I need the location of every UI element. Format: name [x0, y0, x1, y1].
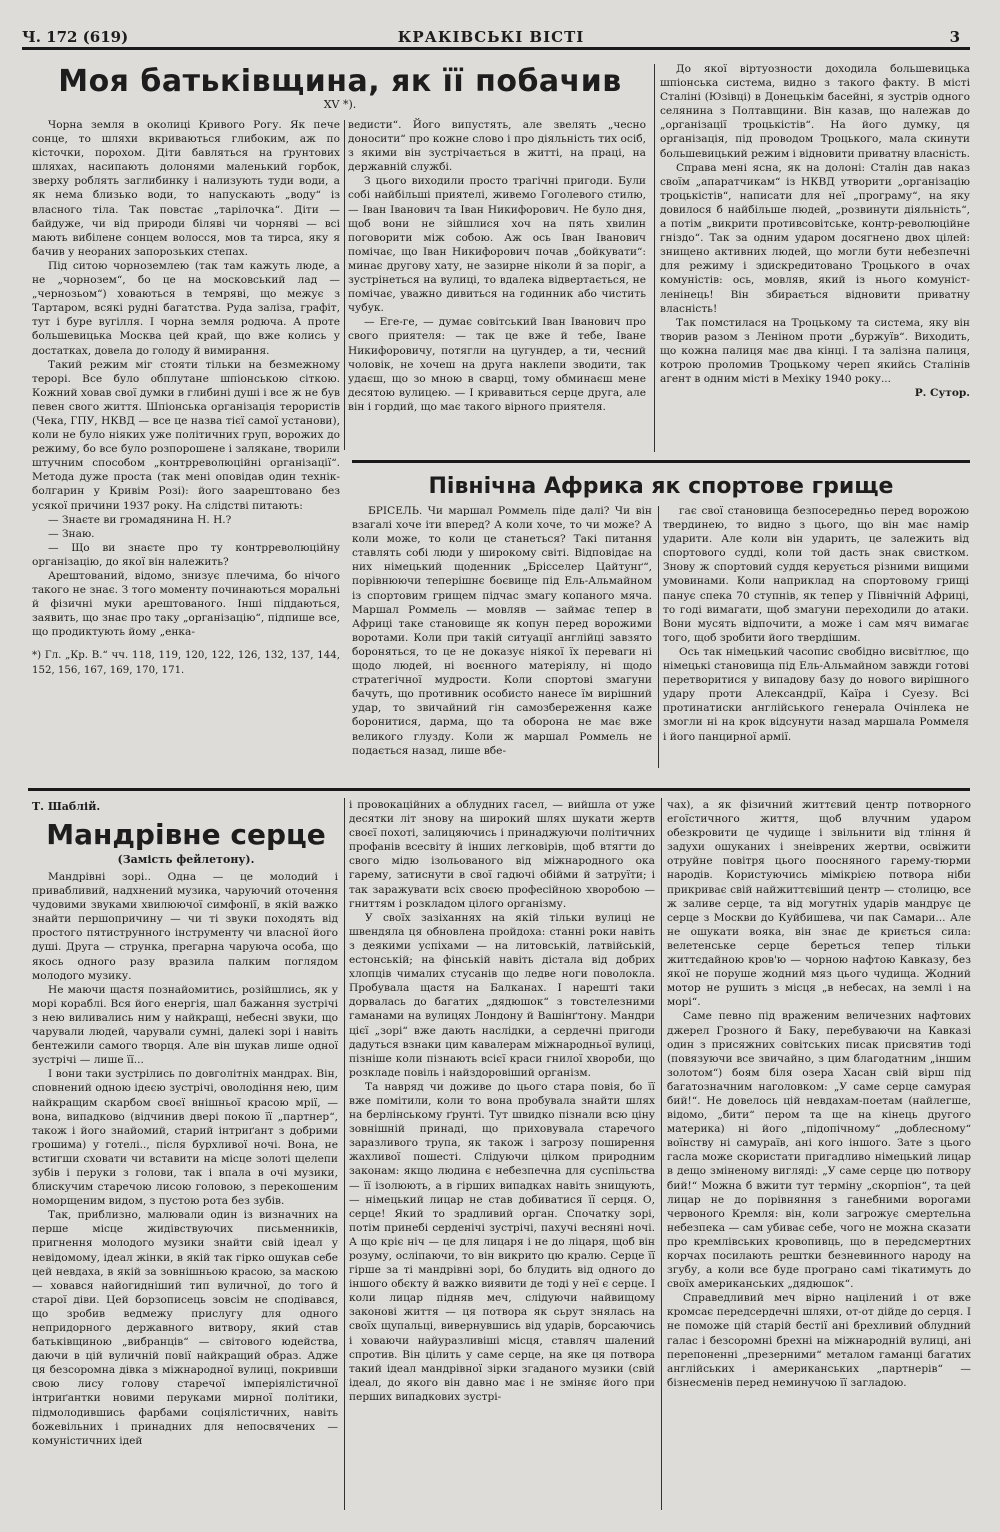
paragraph: Не маючи щастя познайомитись, розійшлись, як у морі кораблі. Вся його енергія, шал бажання зустрічі з нею виливались ним у найкращі, небесні звуки, що чарували людей, чарували сумні, далекі зорі і навіть бентежили самого творця. Але він шукав лише одної зустрічі — лише її...: [32, 983, 338, 1067]
newspaper-title: КРАКІВСЬКІ ВІСТІ: [397, 28, 585, 46]
paragraph: гає свої становища безпосередньо перед ворожою твердинею, то видно з цього, що він має намір ударити. Але коли він ударить, це залежить від спортового судді, коли той дасть знак свистком. Знову ж спортовий суддя керується різними вищими умовинами. Коли наприклад на спортовому грищі панує спека 70 ступнів, як тепер у Північній Африці, то годі вимагати, щоб змагуни переходили до атаки. Вони мусять відпочити, а може і сам мяч вимагає того, щоб зробити його твердішим.: [663, 505, 969, 644]
article2-column-right: [663, 504, 969, 772]
article1-title: Моя батьківщина, як її побачив: [58, 64, 622, 99]
article1-column-1: [32, 118, 340, 770]
paragraph: Під ситою чорноземлею (так там кажуть люде, а не „чорнозем“, бо це на московський лад — „чернозьом“) ховаються в темряві, що межує з Тартаром, всякі рудні багатства. Руда заліза, графіт, тут і буре вугілля. І чорна земля родюча. А проте большевицька Москва цей край, що вже колись у достатках, довела до голоду й вимирання.: [32, 259, 340, 357]
article2-column-left: [352, 504, 652, 772]
article1-footnote: *) Гл. „Кр. В.“ чч. 118, 119, 120, 122, 126, 132, 137, 144, 152, 156, 167, 169, 170, 171.: [32, 650, 340, 676]
header-rule: [22, 47, 970, 50]
paragraph: чах), а як фізичний життєвий центр потворного егоїстичного життя, щоб влучним ударом обезкровити це чудище і звільнити від тління й задухи ошуканих і знеіврених жертви, освіжити отруйне повітря цього поосняного гарему-тюрми народів. Користуючись мімікрією потвора ніби прикриває свій найжиттєвіший центр — столицю, все ж заливе серце, та від могутніх ударів мандрує це серце з Москви до Куйбишева, чи пак Самари... Але не ошукати вояка, він знає де криється сила: велетенське серце береться тепер тільки життєдайною кров'ю — чорною нафтою Кавказу, без якої не поруше жодний мяз цього чудища. Жодний мотор не рушить з місця „в небесах, на землі і на морі“.: [667, 799, 971, 1009]
article3-column-1: [32, 870, 338, 1510]
paragraph: Мандрівні зорі.. Одна — це молодий і привабливий, надхнений музика, чаруючий оточення чудовими звуками хвилюючої симфонії, в якій важко знайти першопричину — чи ті звуки походять від простого пятиструнного інструменту чи власної його душі. Друга — струнка, прегарна чаруюча особа, що якось одного разу вразила палким поглядом молодого музику.: [32, 871, 338, 982]
paragraph: Чорна земля в околиці Кривого Рогу. Як пече сонце, то шляхи вкриваються глибоким, аж по кісточки, порохом. Діти бавляться на ґрунтових шляхах, насипають долонями маленький горбок, зверху роблять заглибинку і нализують туди води, а як нема близько води, то напускають „воду“ із власного тіла. Так повстає „тарілочка“. Діти — байдуже, чи від природи біляві чи чорняві — всі мають вибілене сонцем волосся, мов та тирса, яку я бачив у неораних запорозьких степах.: [32, 119, 340, 258]
paragraph: Саме певно під враженим величезних нафтових джерел Грозного й Баку, перебуваючи на Кавказі один з присяжних совітських писак присвятив тоді (повязуючи все звичайно, з цим благодатним „іншим золотом“) боям біля озера Хасан свій вірш під багатозначним наголовком: „У саме серце самурая бий!“. Не довелось цій невдахам-поетам (найлегше, відомо, „бити“ пером та ще на кінець другого материка) ні його „підопічному“ „доблесному“ воїнству ні самураїв, ані кого іншого. Зате з цього гасла може скористати пригадливо німецький лицар в дещо зміненому вигляді: „У саме серце цю потвору бий!“ Можна б вжити тут терміну „скорпіон“, та цей лицар не до порівняння з ганебними ворогами червоного Кремля: він, коли загрожує смертельна небезпека — сам убиває себе, чого не можна сказати про кремлівських кровопивць, що в передсмертних корчах посилають рештки безневинного народу на згубу, а коли все буде програно самі тікатимуть до своїх американських „дядюшок“.: [667, 1010, 971, 1291]
article3-column-3: [667, 798, 971, 1510]
column-divider: [344, 120, 345, 450]
paragraph: І вони таки зустрілись по довголітніх мандрах. Він, сповнений одною ідеєю зустрічі, оволодіння нею, цим найкращим скарбом своєї внішньої красою мрії, — вона, випадково (відчинив двері покою її „партнер“, також і його знайомий, старий інтриґант з добрими грошима) у готелі.., після бурхливої ночі. Вона, не встигши сховати чи вставити на місце золоті щелепи зубів і перуки з голови, так і впала в очі музики, блискучим старечою лисою головою, з перекошеним номорщеним видом, з пустою рота без зубів.: [32, 1068, 338, 1208]
article1-part: XV *).: [323, 98, 357, 111]
column-divider: [658, 506, 659, 768]
paragraph: Ось так німецький часопис свобідно висвітлює, що німецькі становища під Ель-Альмайном завжди готові перетворитися у випадову базу до нового вирішного удару проти Александрії, Каїра і Суезу. Всі протинатиски англійського генерала Очінлека не змогли ні на крок відсунути назад маршала Роммеля і його панцирної армії.: [663, 645, 969, 743]
article1-column-2: [348, 118, 646, 452]
article2-top-rule: [352, 460, 970, 463]
column-divider: [344, 798, 345, 1510]
paragraph: — Еге-ге, — думає совітський Іван Іванович про свого приятеля: — так це вже й тебе, Іване Никифоровичу, потягли на цугундер, а ти, чесний чоловік, не хочеш на друга наклепи зводити, так удаєш, що зо мною в сварці, тому обминаєш мене десятою вулицею. — І кривавиться серце друга, але він і гордий, що має такого вірного приятеля.: [348, 316, 646, 413]
article3-title: Мандрівне серце: [46, 818, 326, 851]
article3-author: Т. Шаблій.: [32, 800, 101, 813]
paragraph: — Знаю.: [48, 527, 95, 540]
paragraph: У своїх зазіханнях на якій тільки вулиці не швендяла ця обновлена пройдоха: станні роки навіть з деякими успіхами — на литовській, латвійській, естонській; на фінській навіть дістала від добрих хлопців чималих стусанів що ледве ноги поволокла. Пробувала щастя на Балканах. І нарешті таки дорвалась до багатих „дядюшок“ з товстелезними гаманами на вулицях Лондону й Вашінґтону. Мандри цієї „зорі“ вже дають наслідки, а сердечні пригоди дадуться взнаки цим кавалерам міжнародньої вулиці, пізніше коли пізнають всієї краси гнилої хвороби, що розкладе повіль і найздоровіший організм.: [349, 911, 655, 1079]
paragraph: Арештований, відомо, знизує плечима, бо нічого такого не знає. З того моменту починаються моральні й фізичні муки арештованого. Інші піддаються, заявить, що знає про таку „організацію“, підпише все, що продиктують йому „енка-: [32, 570, 340, 639]
article1-column-3: [660, 62, 970, 454]
paragraph: Та навряд чи доживе до цього стара повія, бо її вже помітили, коли то вона пробувала знайти шлях на берлінському ґрунті. Тут швидко пізнали всю ціну зовнішній принаді, що приховувала старечого заразливого трупа, як також і загрозу поширення жахливої пошесті. Слідуючи цілком природним законам: якщо людина є небезпечна для суспільства — її ізолюють, а в гірших випадках навіть знищують, — німецький лицар не став добиватися її серця. О, серце! Який то зрадливий орган. Спочатку зорі, потім принебі серденічі зустрічі, пахучі весняні ночі. А що кріє ніч — це для лицаря і не до ліцаря, щоб він розуму, осліпаючи, то він викрито цю кралю. Серце її гірше за ті мандрівні зорі, бо блудить від одного до іншого обєкту й важко виявити де тоді у неї є серце. І коли лицар підняв меч, слідуючи найвищому законові життя — ця потвора як сьрут знялась на своїх щупальці, вивернувшись від ударів, борсаючись і ховаючи найуразливіші місця, ставляч шалений спротив. Він цілить у саме серце, на яке ця потвора такий ідеал мандрівної зірки згаданого музики (свій ідеал, до якого він давно має і не зміняє його при перших випадкових зустрі-: [349, 1080, 655, 1403]
paragraph: — Що ви знаєте про ту контрреволюційну організацію, до якої він належить?: [32, 541, 340, 568]
paragraph: і провокаційних а облудних гасел, — вийшла от уже десятки літ знову на широкий шлях шукати жертв своєї похоті, залицяючись і принаджуючи політичних профанів всесвіту й інших легковірів, щоб втягти до свого мідю ізольованого від міжнародного ока гарему, затиснути в свої гадючі обійми й затруїти; і так заражувати всіх своєю професійною хворобою — гниттям і розкладом цілого організму.: [349, 799, 655, 910]
article3-subtitle: (Замість фейлетону).: [117, 853, 255, 866]
paragraph: З цього виходили просто трагічні пригоди. Були собі найбільші приятелі, живемо Гоголевого стилю, — Іван Іванович та Іван Никифорович. Не було дня, щоб вони не зійшлися хоч на пять хвилин поговорити між собою. Аж ось Іван Іванович помічає, що Іван Никифорович почав „бойкувати“: минає другову хату, не зазирне ніколи й за поріг, а зустрінеться на вулиці, то вдалека відвертається, не помічає, уважно дивиться на годинник або чистить чубук.: [348, 175, 646, 315]
article2-title: Північна Африка як спортове грище: [428, 474, 894, 499]
paragraph: Так помстилася на Троцькому та система, яку він творив разом з Леніном проти „буржуїв“. Виходить, що кожна палиця має два кінці. І та залізна палиця, котрою проломив Троцькому череп якийсь Сталінів агент в одним місті в Мехіку 1940 року...: [660, 316, 970, 386]
paragraph: ведисти“. Його випустять, але звелять „чесно доносити“ про кожне слово і про діяльність тих осіб, з якими він зустрічається в житті, на праці, на державній службі.: [348, 119, 646, 174]
paragraph: Справа мені ясна, як на долоні: Сталін дав наказ своїм „апаратчикам“ із НКВД утворити „організацію троцькістів“, написати для неї „програму“, на яку довилося б найбільше людей, „розвинути діяльність“, а потім „викрити противсовітське, контр-революційне гніздо“. Так за одним ударом досягнено двох цілей: знищено активних людей, що могли бути небезпечні для режиму і здискредитовано Троцького в очах комуністів: ось, мовляв, який із нього комуніст-ленінець! Він збирається відновити приватну власність!: [660, 161, 970, 315]
column-divider: [654, 64, 655, 452]
paragraph: Справедливий меч вірно націлений і от вже кромсає передсердечні шляхи, от-от дійде до серця. І не поможе цій старій бестії ані брехливий облудний галас і безсоромні брехні на міжнародній вулиці, ані перепоненні „презерними“ металом гаманці багатих англійських і американських „партнерів“ — бізнесменів перед неминучою її загладою.: [667, 1292, 971, 1389]
paragraph: До якої віртуозности доходила большевицька шпіонська система, видно з такого факту. В місті Сталіні (Юзівці) в Донецькім басейні, я зустрів одного селянина з Полтавщини. Він казав, що належав до „організації троцькістів“. На його думку, ця організація, під проводом Троцького, мала скинути большевицький режим і відновити приватну власність.: [660, 63, 970, 160]
article3-top-rule: [28, 788, 970, 791]
page-number: 3: [949, 28, 960, 46]
paragraph: — Знаєте ви громадянина Н. Н.?: [48, 513, 232, 526]
article3-column-2: [349, 798, 655, 1510]
paragraph: БРІСЕЛЬ. Чи маршал Роммель піде далі? Чи він взагалі хоче іти вперед? А коли хоче, то чи може? А коли може, то коли це станеться? Такі питання ставлять собі люди у широкому світі. Відповідає на них німецький щоденник „Брісселер Цайтунґ“, порівнюючи теперішнє боєвище під Ель-Альмайном із спортовим грищем підчас змагу копаного мяча. Маршал Роммель — мовляв — займає тепер в Африці таке становище як копун перед ворожими воротами. Коли при такій ситуації англійці завзято бороняться, то це не доказує ніякої їх переваги ні щодо людей, ні воєнного матеріялу, ні щодо стратегічної мудрости. Коли спортові змагуни бачуть, що противник особисто нанесе їм вирішний удар, то звичайний гін самозбереження каже боронитися, дарма, що та оборона не має вже великого глузду. Коли ж маршал Роммель не подається назад, лише вбе-: [352, 505, 652, 757]
issue-number: Ч. 172 (619): [22, 28, 129, 46]
paragraph: Такий режим міг стояти тільки на безмежному терорі. Все було обплутане шпіонською сіткою. Кожний ховав свої думки в глибині душі і все ж не був певен свого життя. Шпіонська організація терористів (Чека, ГПУ, НКВД — все це назва тієї самої установи), коли не було ніяких уже політичних груп, ворожих до режиму, бо все було розпорошене і залякане, творили штучним способом „контрреволюційні організації“. Метода дуже проста (так мені оповідав один технік-болгарин у Кривім Розі): його заарештовано без усякої причини 1937 року. На слідстві питають:: [32, 358, 340, 512]
article1-signature: Р. Сутор.: [914, 387, 970, 400]
paragraph: Так, приблизно, малювали один із визначних на перше місце жидівствуючих письменників, пригнення молодого музики знайти свій ідеал у невідомому, ідеал жінки, в якій так гірко ошукав себе цей невдаха, в якій за зовнішньою красою, за маскою — ховався найогидніший тип вуличної, до того й старої діви. Цей борзописець зовсім не сподівався, що зробив ведмежу прислугу для одного непридорного державного витвору, який став батьківщиною „вибранців“ — світового юдейства, даючи в цій вуличній повії найкращий образ. Адже ця безсоромна дівка з міжнародної вулиці, покривши свою лису голову старечої імперіялістичної інтриґантки новими перуками мирної політики, підмолодившись фарбами соціялістичних, навіть божевільних і принадних для непосвячених — комуністичних ідей: [32, 1209, 338, 1447]
column-divider: [661, 798, 662, 1510]
